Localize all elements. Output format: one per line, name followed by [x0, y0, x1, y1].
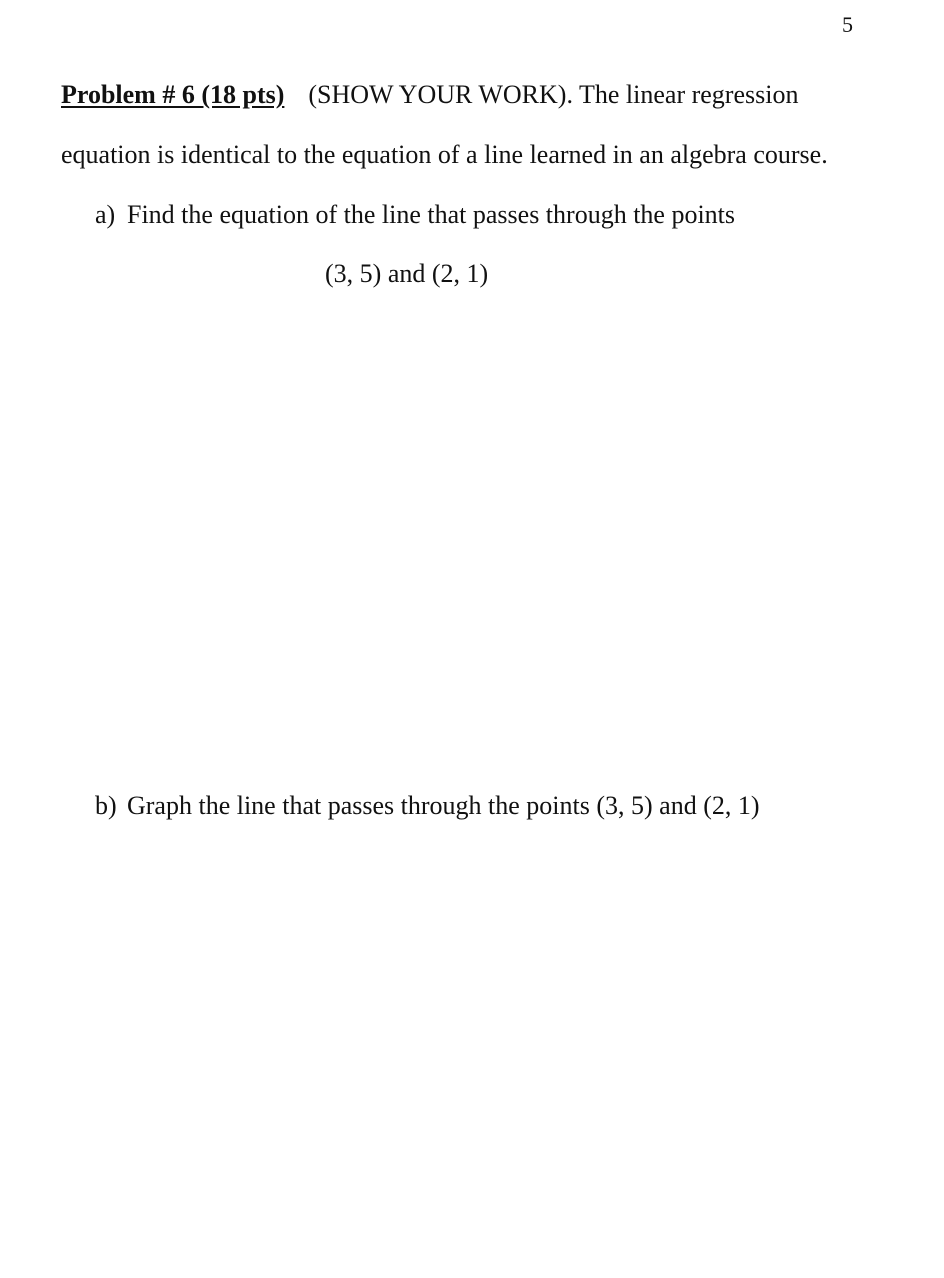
part-b-text: Graph the line that passes through the points (3, 5) and (2, 1)	[127, 791, 760, 820]
part-b-marker: b)	[95, 791, 117, 820]
problem-intro-line-2: equation is identical to the equation of a line learned in an algebra course.	[61, 140, 828, 169]
page-number: 5	[842, 12, 853, 37]
part-a-points: (3, 5) and (2, 1)	[325, 259, 489, 288]
part-b-question	[95, 793, 760, 819]
part-a-question	[95, 202, 735, 228]
problem-title: Problem # 6 (18 pts)	[61, 80, 285, 109]
problem-intro-line-1: (SHOW YOUR WORK). The linear regression	[308, 80, 799, 109]
part-a-marker: a)	[95, 200, 116, 229]
problem-header-line	[61, 82, 798, 108]
part-a-text: Find the equation of the line that passes through the points	[127, 200, 736, 229]
